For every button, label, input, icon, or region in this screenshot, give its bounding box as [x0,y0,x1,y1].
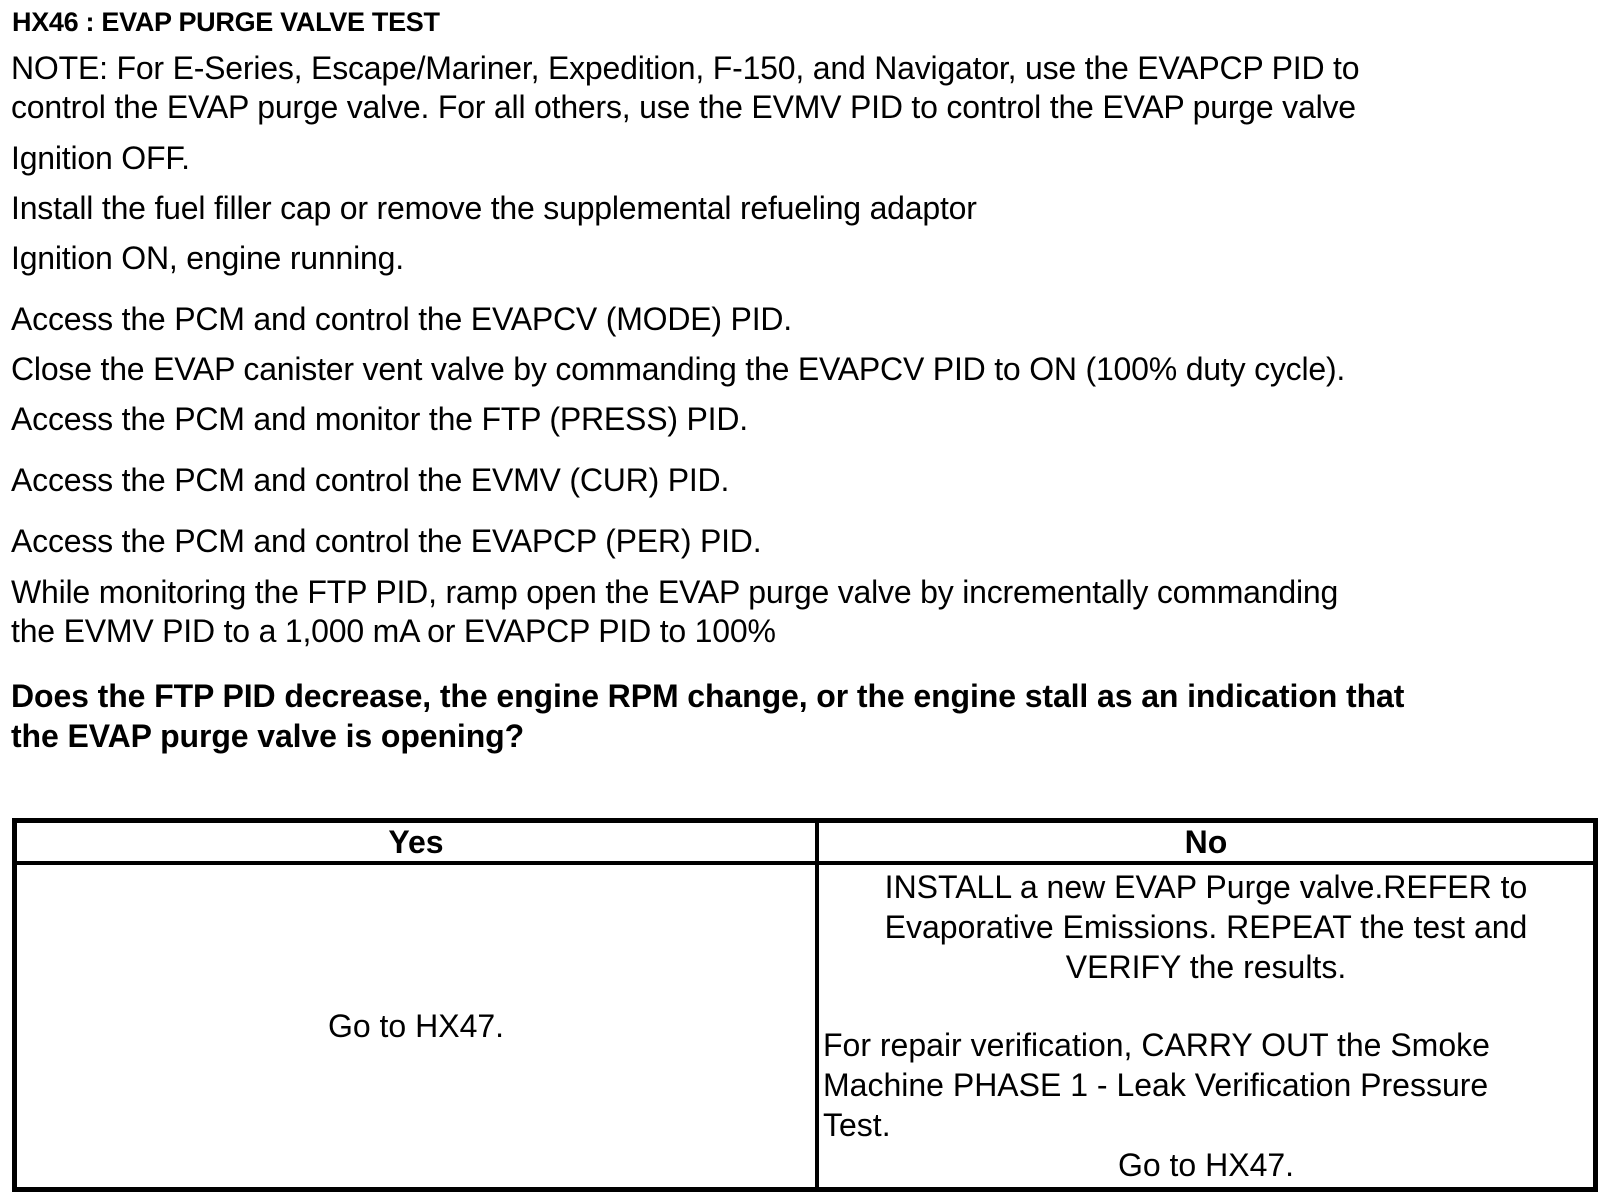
no-header: No [817,821,1596,864]
test-title: HX46 : EVAP PURGE VALVE TEST [12,7,440,37]
note-line-1: NOTE: For E-Series, Escape/Mariner, Expedition, F-150, and Navigator, use the EVAPCP PID to [11,50,1360,86]
question-line-1: Does the FTP PID decrease, the engine RPM change, or the engine stall as an indication that [11,678,1405,714]
yes-action-text: Go to HX47. [327,1008,505,1044]
note-line-2: control the EVAP purge valve. For all others, use the EVMV PID to control the EVAP purge valve [11,89,1356,125]
no-action-goto-text: Go to HX47. [1117,1147,1295,1183]
result-table [12,818,1598,1192]
no-action-install-text: INSTALL a new EVAP Purge valve.REFER to Evaporative Emissions. REPEAT the test and VERIFY the results. [884,869,1528,985]
no-action-cell [817,863,1596,1190]
step-monitor-ftp: Access the PCM and monitor the FTP (PRESS) PID. [11,401,748,437]
test-question [11,676,1404,756]
step-ignition-on: Ignition ON, engine running. [11,240,404,276]
result-table-header-row [15,821,1596,864]
step-install-cap: Install the fuel filler cap or remove the supplemental refueling adaptor [11,190,977,226]
step-ignition-off: Ignition OFF. [11,140,190,176]
result-table-row [15,863,1596,1190]
step-control-evmv: Access the PCM and control the EVMV (CUR) PID. [11,462,730,498]
step-control-evapcp: Access the PCM and control the EVAPCP (PER) PID. [11,523,762,559]
step-close-vent-valve: Close the EVAP canister vent valve by commanding the EVAPCV PID to ON (100% duty cycle). [11,351,1346,387]
yes-action-cell [15,863,818,1190]
step-ramp-line-1: While monitoring the FTP PID, ramp open the EVAP purge valve by incrementally commanding [11,574,1339,610]
step-control-evapcv: Access the PCM and control the EVAPCV (MODE) PID. [11,301,792,337]
question-line-2: the EVAP purge valve is opening? [11,718,525,754]
step-ramp-line-2: the EVMV PID to a 1,000 mA or EVAPCP PID to 100% [11,613,776,649]
yes-header: Yes [15,821,818,864]
no-action-verification-text: For repair verification, CARRY OUT the Smoke Machine PHASE 1 - Leak Verification Pressure Test. [823,1027,1490,1143]
